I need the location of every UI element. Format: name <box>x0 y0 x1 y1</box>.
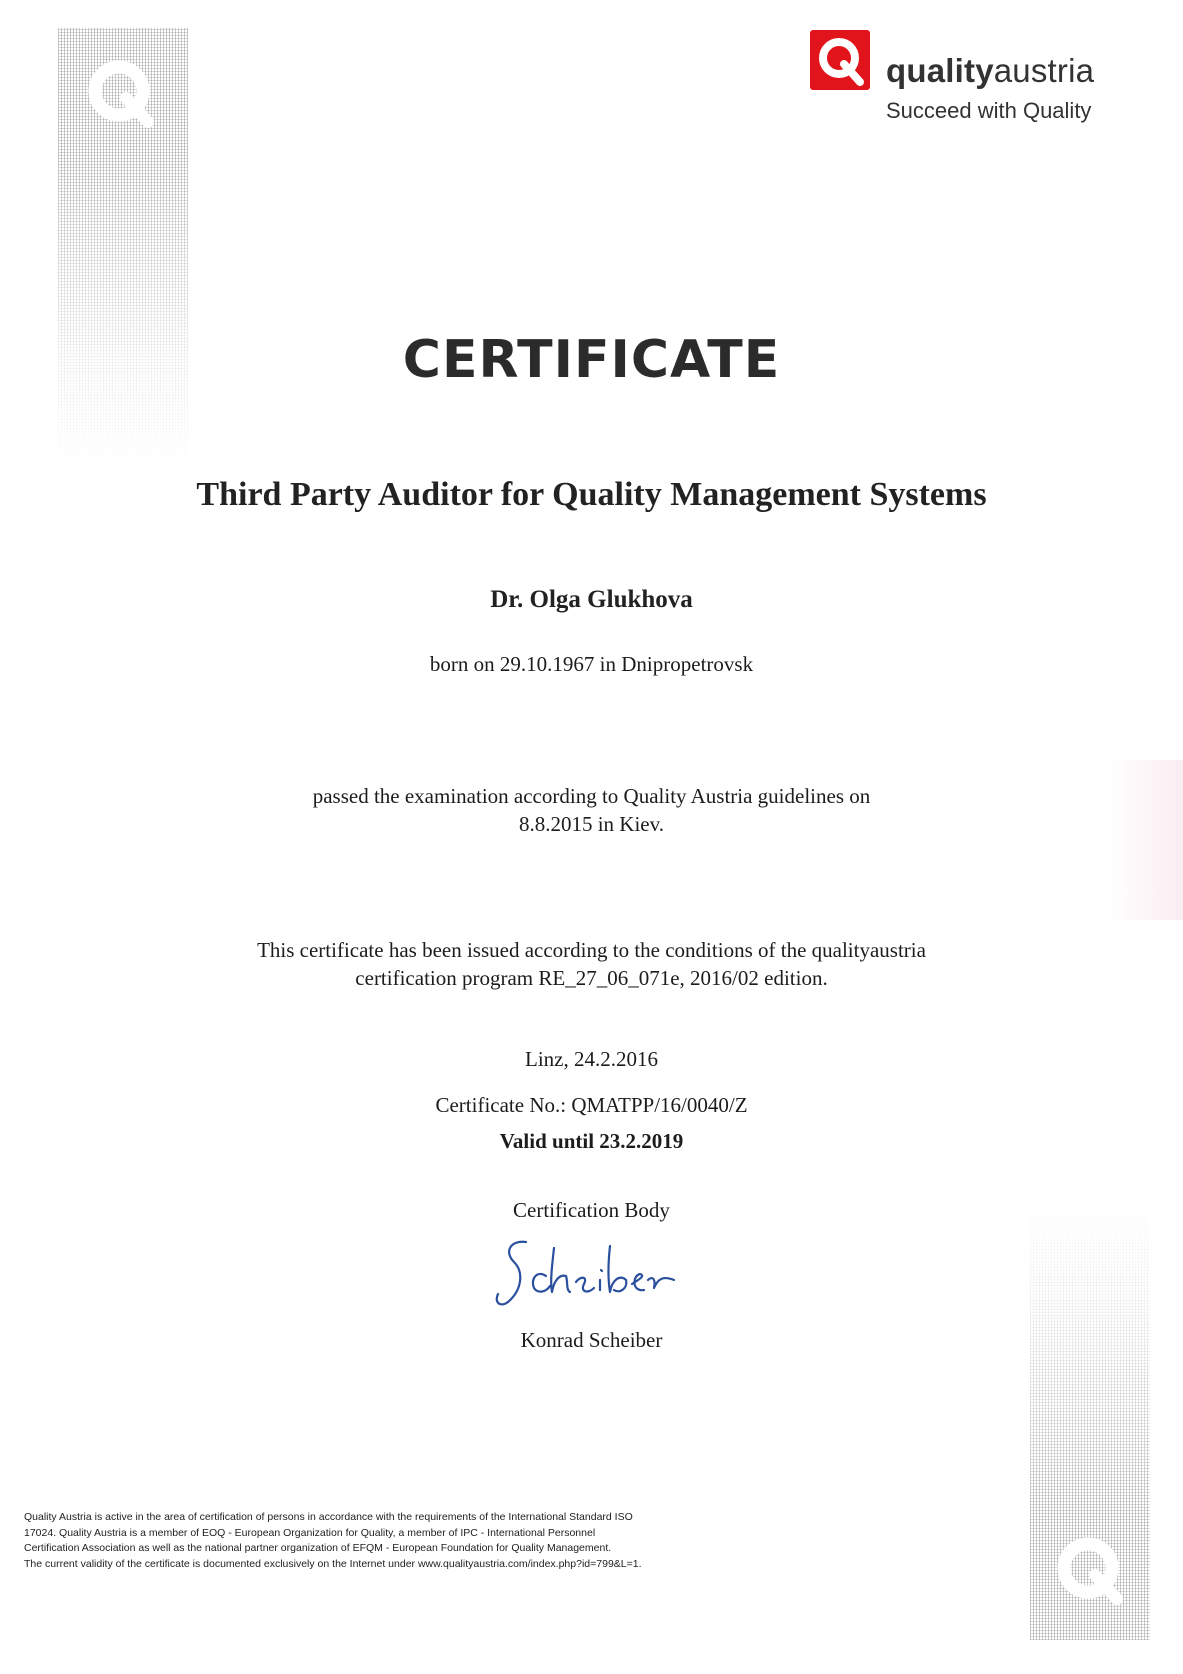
q-logo-icon <box>810 30 870 90</box>
issuance-statement-line-2: certification program RE_27_06_071e, 2016/02 edition. <box>355 966 828 990</box>
signature <box>488 1230 688 1320</box>
exam-statement <box>0 782 1183 838</box>
birth-info: born on 29.10.1967 in Dnipropetrovsk <box>429 652 754 676</box>
certificate-number: Certificate No.: QMATPP/16/0040/Z <box>435 1093 748 1117</box>
logo-wordmark-regular: austria <box>993 52 1095 89</box>
issuance-statement <box>0 936 1183 992</box>
logo-wordmark <box>886 52 1094 90</box>
holder-name: Dr. Olga Glukhova <box>490 586 693 613</box>
issuance-statement-line-1: This certificate has been issued according to the conditions of the qualityaustria <box>257 938 926 962</box>
logo-wordmark-bold: quality <box>886 52 994 89</box>
place-date: Linz, 24.2.2016 <box>525 1047 658 1071</box>
exam-statement-line-2: 8.8.2015 in Kiev. <box>518 812 665 836</box>
q-watermark-icon <box>86 58 156 128</box>
footer-note <box>24 1510 644 1572</box>
qualityaustria-logo <box>810 30 1150 130</box>
certificate-title: Third Party Auditor for Quality Management Systems <box>196 476 987 513</box>
footer-validity: The current validity of the certificate is documented exclusively on the Internet under www.qualityaustria.com/index.php?id=799&L=1. <box>24 1557 642 1570</box>
q-watermark-icon <box>1055 1535 1125 1605</box>
validity-date: Valid until 23.2.2019 <box>499 1129 684 1153</box>
certificate-heading: CERTIFICATE <box>402 330 781 390</box>
signer-name: Konrad Scheiber <box>520 1328 663 1352</box>
logo-tagline: Succeed with Quality <box>886 98 1092 123</box>
certification-body-label: Certification Body <box>513 1198 670 1222</box>
footer-accreditation: Quality Austria is active in the area of certification of persons in accordance with the requirements of the International Standard ISO 17024. Quality Austria is a member of EOQ - European Organization for Quality, a member of IPC - International Personnel Certification Association as well as the national partner organization of EFQM - European Foundation for Quality Management. <box>24 1511 633 1554</box>
exam-statement-line-1: passed the examination according to Quality Austria guidelines on <box>312 784 871 808</box>
